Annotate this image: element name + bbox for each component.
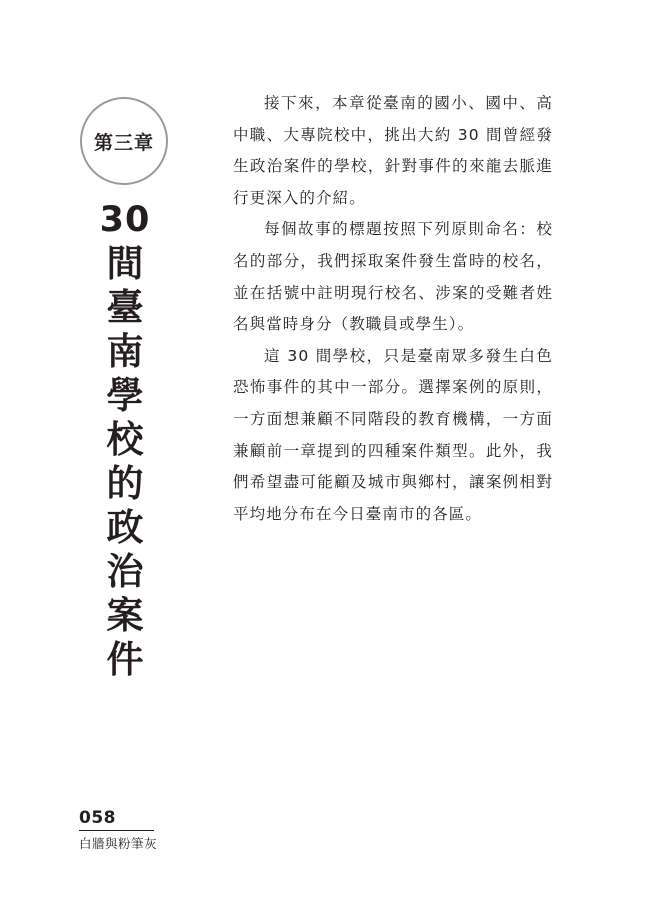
- chapter-title-char: 間: [106, 242, 144, 285]
- chapter-title-char: 南: [106, 330, 144, 373]
- paragraph: 這 30 間學校，只是臺南眾多發生白色恐怖事件的其中一部分。選擇案例的原則，一方面想兼顧不同階段的教育機構，一方面兼顧前一章提到的四種案件類型。此外，我們希望盡可能顧及城市與鄉村，讓案例相對平均地分布在今日臺南市的各區。: [233, 346, 553, 523]
- book-title: 白牆與粉筆灰: [79, 836, 158, 851]
- chapter-title-char: 學: [106, 374, 144, 417]
- chapter-title-char: 的: [106, 462, 144, 505]
- page-number: 058: [79, 808, 116, 828]
- chapter-label: 第三章: [93, 131, 154, 154]
- chapter-title-char: 校: [106, 418, 144, 461]
- paragraph: 每個故事的標題按照下列原則命名：校名的部分，我們採取案件發生當時的校名，並在括號中註明現行校名、涉案的受難者姓名與當時身分（教職員或學生）。: [233, 220, 553, 334]
- paragraph: 接下來，本章從臺南的國小、國中、高中職、大專院校中，挑出大約 30 間曾經發生政治案件的學校，針對事件的來龍去脈進行更深入的介紹。: [233, 94, 553, 207]
- chapter-title-number: 30: [99, 200, 151, 240]
- chapter-title-char: 政: [106, 506, 144, 549]
- chapter-badge: [80, 97, 168, 185]
- chapter-title-char: 件: [106, 638, 144, 681]
- chapter-title-char: 治: [106, 550, 144, 593]
- chapter-title-char: 臺: [106, 286, 144, 329]
- chapter-title: [100, 198, 150, 682]
- footer-divider: [79, 830, 154, 831]
- body-text: [233, 88, 553, 530]
- chapter-title-char: 案: [106, 594, 144, 637]
